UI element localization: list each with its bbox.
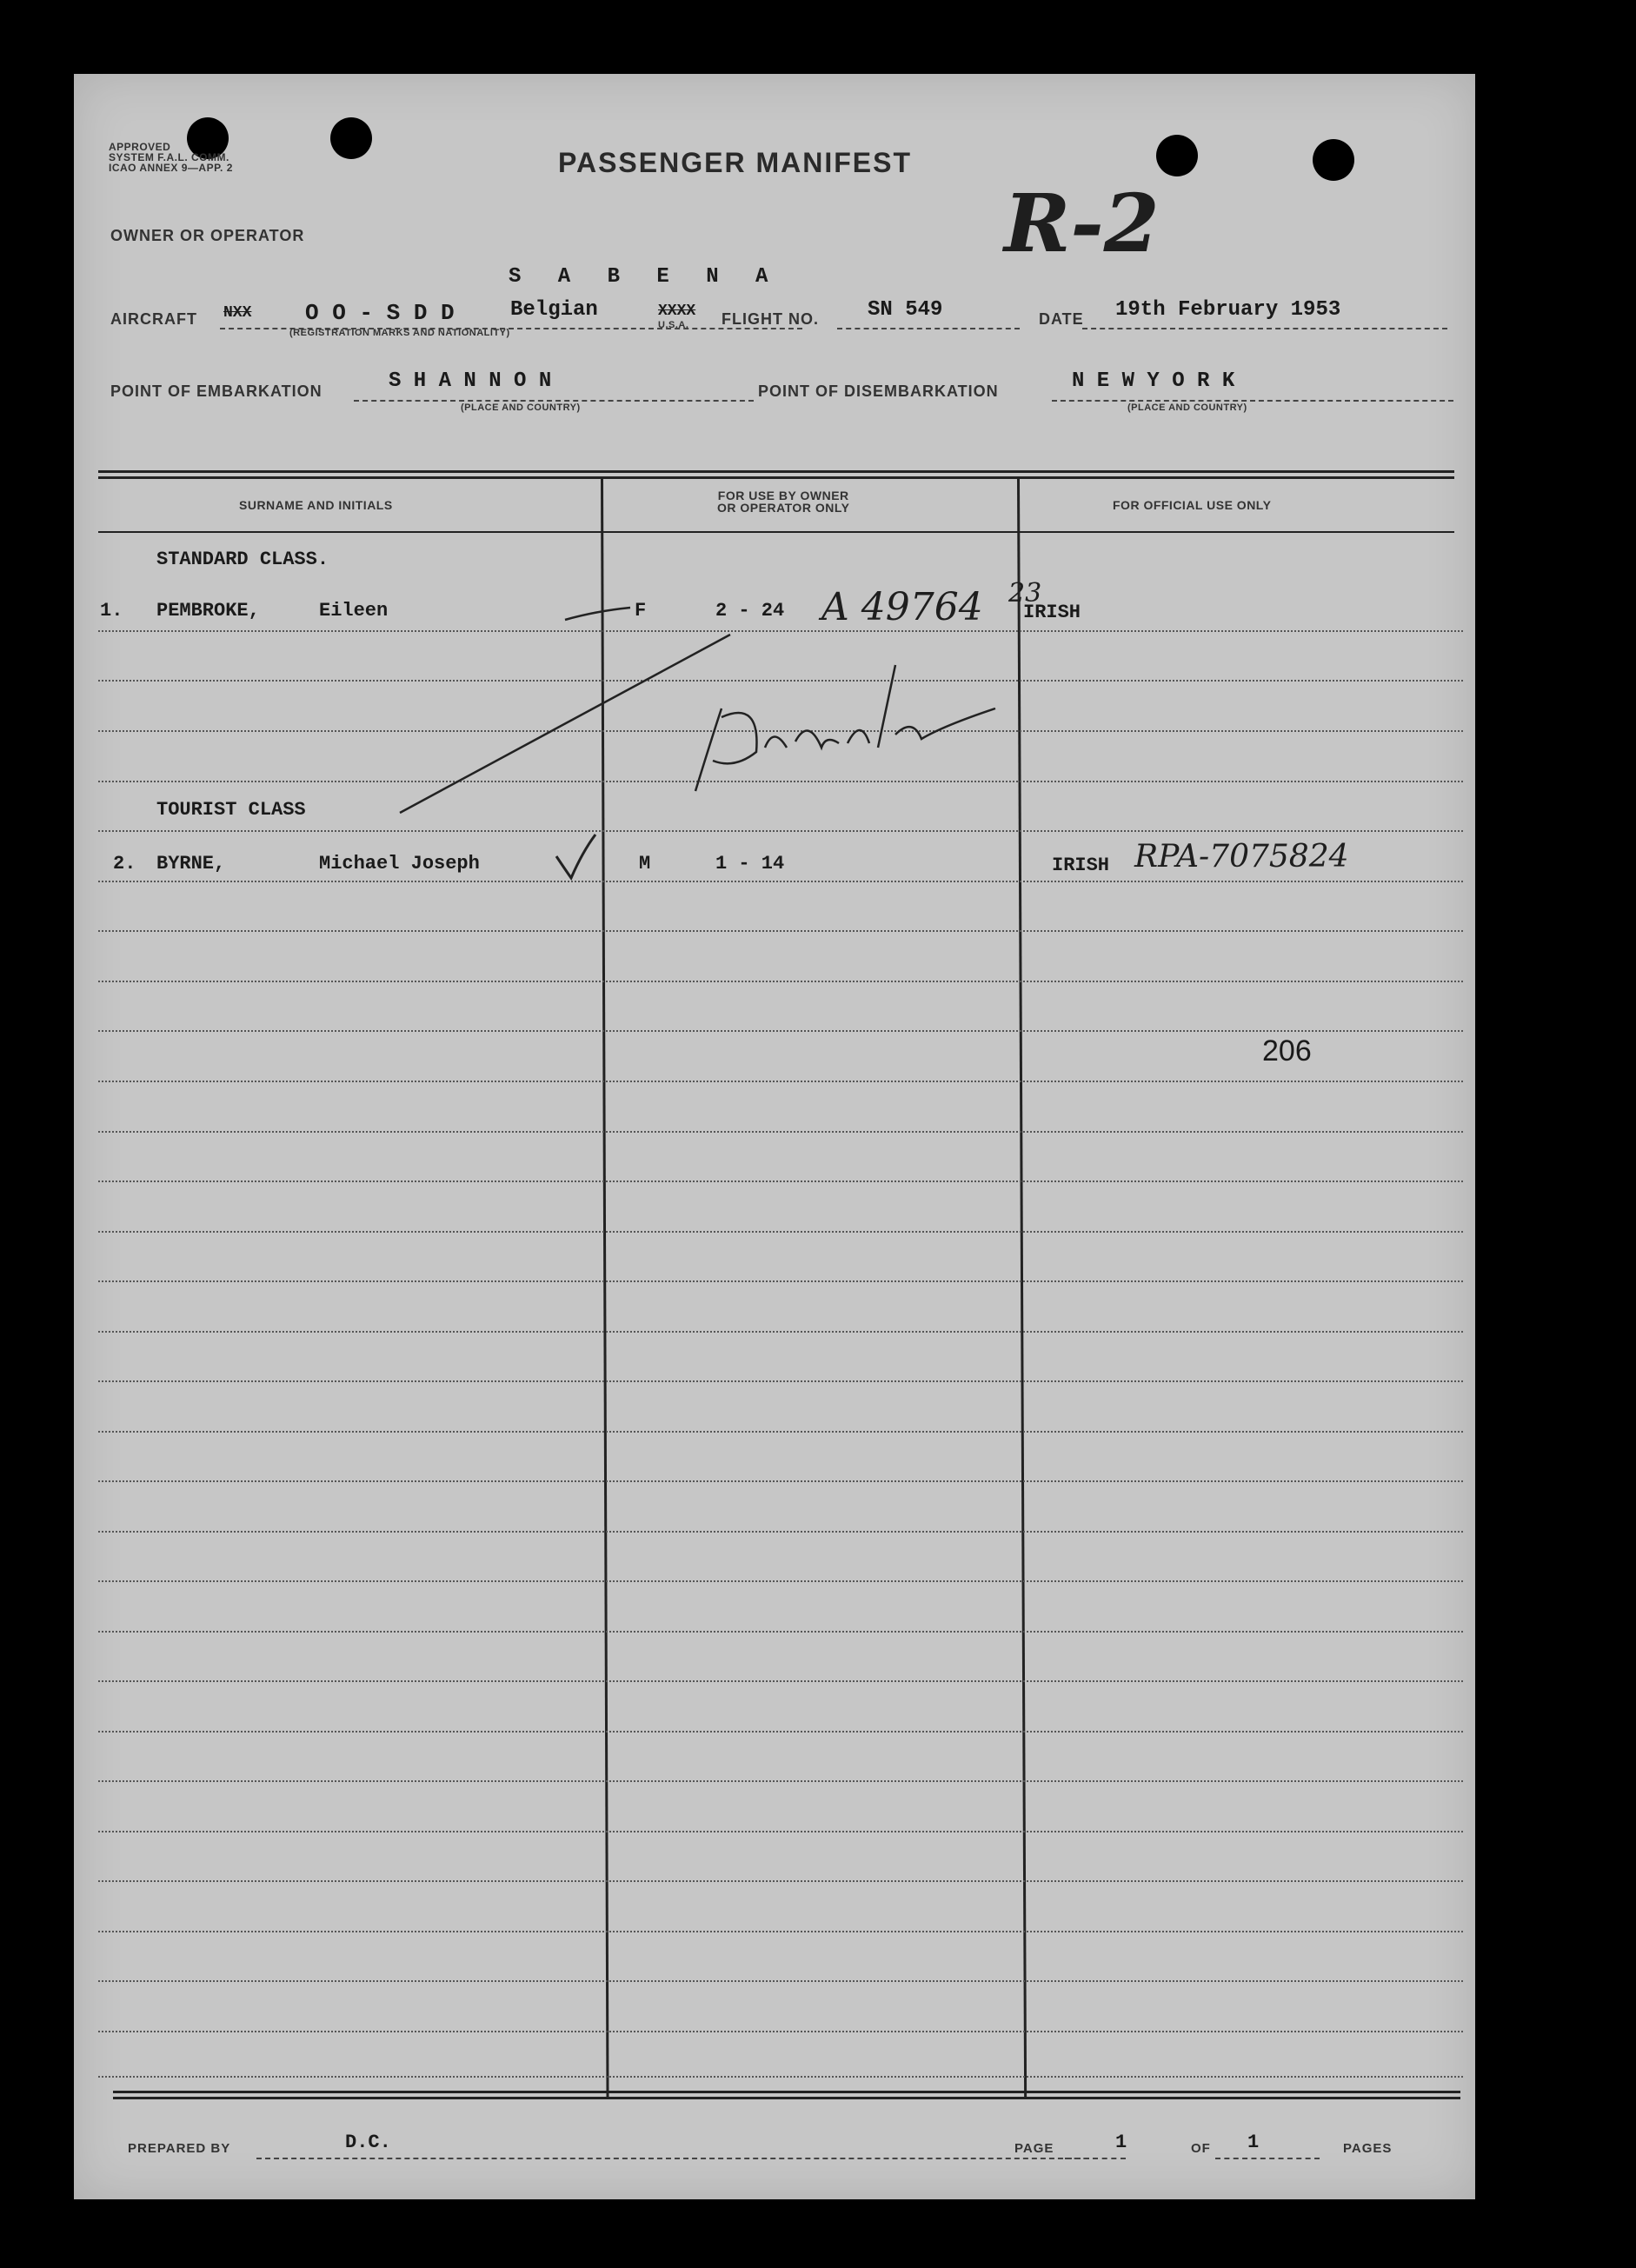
passenger-2-code: 1 - 14 bbox=[715, 853, 785, 875]
aircraft-struck-suffix: XXXX bbox=[658, 303, 696, 320]
passenger-1-hw-correction: 23 bbox=[1008, 578, 1042, 609]
date-label: DATE bbox=[1039, 310, 1084, 328]
row-rule bbox=[98, 1380, 1463, 1382]
embark-sub: (PLACE AND COUNTRY) bbox=[461, 402, 581, 413]
passenger-1-given: Eileen bbox=[319, 600, 389, 622]
page-value: 1 bbox=[1115, 2132, 1127, 2153]
embark-value: S H A N N O N bbox=[389, 369, 552, 393]
passenger-1-surname: PEMBROKE, bbox=[156, 600, 260, 622]
owner-value: S A B E N A bbox=[509, 265, 781, 289]
prepared-value: D.C. bbox=[345, 2132, 391, 2153]
page-label: PAGE bbox=[1014, 2141, 1054, 2156]
passenger-1-handwritten-no: A 49764 bbox=[821, 585, 983, 629]
passenger-1-num: 1. bbox=[100, 600, 123, 622]
of-label: OF bbox=[1191, 2141, 1211, 2156]
manifest-sheet bbox=[74, 74, 1475, 2199]
row-rule bbox=[98, 1580, 1463, 1582]
passenger-2-handwritten-no: RPA-7075824 bbox=[1134, 839, 1349, 875]
passenger-1-sex: F bbox=[635, 600, 647, 622]
passenger-1-code: 2 - 24 bbox=[715, 600, 785, 622]
row-rule bbox=[98, 1680, 1463, 1682]
row-rule bbox=[98, 1631, 1463, 1633]
stamped-number: 206 bbox=[1262, 1034, 1312, 1067]
aircraft-sub: (REGISTRATION MARKS AND NATIONALITY) bbox=[289, 328, 510, 338]
disembark-sub: (PLACE AND COUNTRY) bbox=[1127, 402, 1247, 413]
col-header-official: FOR OFFICIAL USE ONLY bbox=[1113, 498, 1272, 512]
row-rule bbox=[98, 1331, 1463, 1333]
row-rule bbox=[98, 1280, 1463, 1282]
handwritten-marks bbox=[74, 74, 1475, 1117]
row-rule bbox=[98, 1431, 1463, 1433]
row-rule bbox=[98, 1780, 1463, 1782]
passenger-1-nationality: IRISH bbox=[1023, 602, 1081, 623]
owner-label: OWNER OR OPERATOR bbox=[110, 227, 305, 244]
pages-label: PAGES bbox=[1343, 2141, 1393, 2156]
approval-line-1: APPROVED bbox=[109, 141, 171, 153]
handwritten-ref: R-2 bbox=[1004, 176, 1160, 270]
aircraft-registration: O O - S D D bbox=[305, 300, 455, 326]
row-rule bbox=[98, 2031, 1463, 2032]
section-tourist-class: TOURIST CLASS bbox=[156, 799, 306, 821]
row-rule bbox=[98, 1231, 1463, 1233]
col-header-owner-1: FOR USE BY OWNER bbox=[717, 489, 849, 502]
disembark-value: N E W Y O R K bbox=[1072, 369, 1235, 393]
col-header-surname: SURNAME AND INITIALS bbox=[239, 498, 393, 512]
row-rule bbox=[98, 1931, 1463, 1932]
of-underline bbox=[1215, 2158, 1320, 2159]
row-rule bbox=[98, 1480, 1463, 1482]
page-title: PASSENGER MANIFEST bbox=[558, 147, 912, 178]
embark-label: POINT OF EMBARKATION bbox=[110, 382, 323, 400]
table-bottom-rule-1 bbox=[113, 2091, 1460, 2093]
passenger-2-num: 2. bbox=[113, 853, 136, 875]
passenger-2-surname: BYRNE, bbox=[156, 853, 226, 875]
prepared-underline bbox=[256, 2158, 1089, 2159]
row-rule bbox=[98, 1531, 1463, 1533]
col-header-owner-2: OR OPERATOR ONLY bbox=[717, 501, 850, 515]
row-rule bbox=[98, 1980, 1463, 1982]
row-rule bbox=[98, 1880, 1463, 1882]
row-rule bbox=[98, 2076, 1463, 2078]
diagonal-strike-line bbox=[400, 635, 730, 813]
approval-line-2: SYSTEM F.A.L. COMM. bbox=[109, 151, 229, 163]
disembark-label: POINT OF DISEMBARKATION bbox=[758, 382, 999, 400]
check-mark-2 bbox=[556, 835, 595, 878]
row-rule bbox=[98, 1731, 1463, 1733]
passenger-2-given: Michael Joseph bbox=[319, 853, 480, 875]
aircraft-usa-label: U.S.A. bbox=[658, 320, 689, 330]
check-mark-1 bbox=[565, 608, 630, 620]
table-bottom-rule-2 bbox=[113, 2097, 1460, 2099]
aircraft-label: AIRCRAFT bbox=[110, 310, 197, 328]
aircraft-struck-prefix: NXX bbox=[223, 304, 252, 322]
row-rule bbox=[98, 1181, 1463, 1182]
prepared-label: PREPARED BY bbox=[128, 2141, 231, 2156]
flight-value: SN 549 bbox=[868, 298, 943, 322]
aircraft-nationality: Belgian bbox=[510, 298, 598, 322]
approval-line-3: ICAO ANNEX 9—APP. 2 bbox=[109, 162, 233, 174]
date-value: 19th February 1953 bbox=[1115, 298, 1341, 322]
section-standard-class: STANDARD CLASS. bbox=[156, 549, 329, 570]
row-rule bbox=[98, 1131, 1463, 1133]
of-value: 1 bbox=[1247, 2132, 1260, 2153]
flight-label: FLIGHT NO. bbox=[722, 310, 819, 328]
page-underline bbox=[1065, 2158, 1126, 2159]
row-rule bbox=[98, 1831, 1463, 1832]
passenger-2-sex: M bbox=[639, 853, 651, 875]
passenger-2-nationality: IRISH bbox=[1052, 855, 1110, 876]
